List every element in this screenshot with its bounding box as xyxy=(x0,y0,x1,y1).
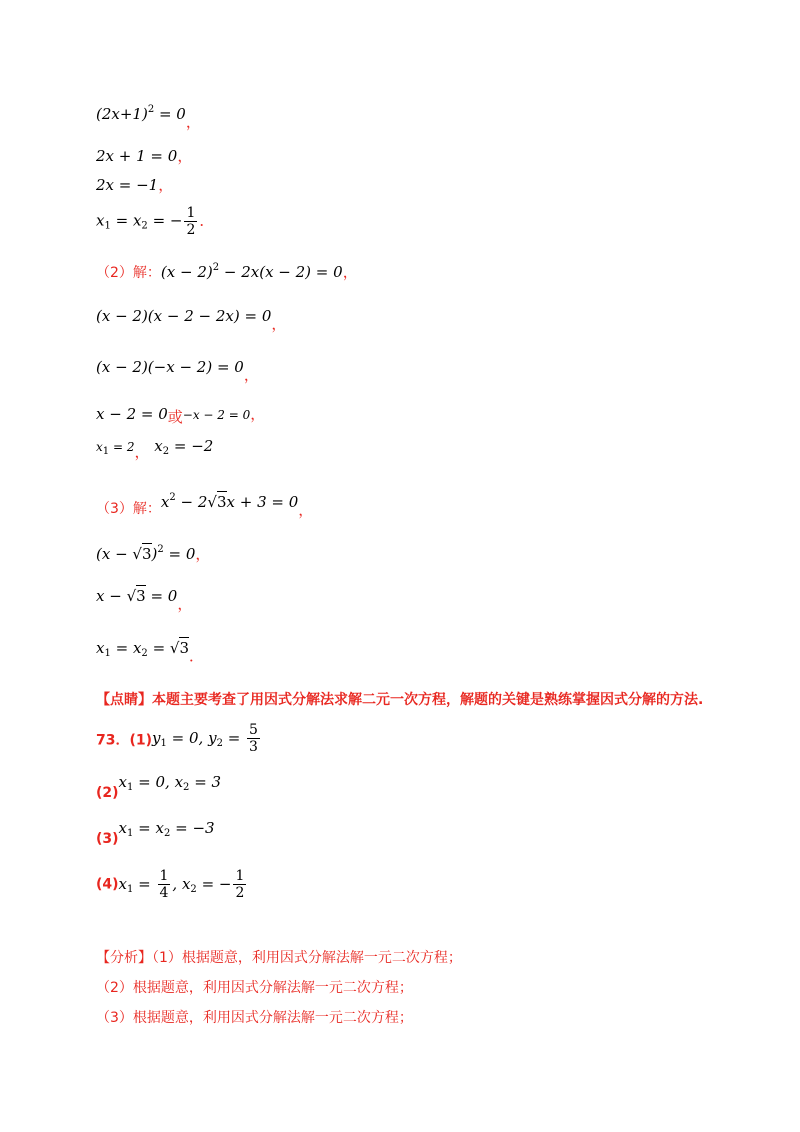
or-text: 或 xyxy=(167,408,183,426)
fraction xyxy=(184,205,197,238)
exponent: 2 xyxy=(147,104,155,115)
fraction xyxy=(158,868,171,901)
sqrt-symbol: √ xyxy=(132,545,142,563)
subscript: 1 xyxy=(127,828,134,839)
comma: ， xyxy=(177,147,193,165)
eq-text: = 0 xyxy=(145,587,178,605)
eq-text: = 0 xyxy=(163,545,196,563)
subscript: 1 xyxy=(160,737,167,749)
eq-text: x − xyxy=(96,587,127,605)
sqrt-argument: 3 xyxy=(136,587,146,605)
equation-line xyxy=(96,205,214,238)
equation-line xyxy=(96,357,259,385)
eq-text: = − xyxy=(196,874,232,893)
numerator: 1 xyxy=(159,868,169,884)
eq-text: = 0 xyxy=(154,105,186,123)
subscript: 2 xyxy=(141,648,148,659)
part-2-line xyxy=(96,258,358,283)
eq-text: (x − 2)(−x − 2) = 0 xyxy=(96,358,244,376)
comma: ， xyxy=(134,443,150,461)
equation-line xyxy=(96,404,265,427)
comma: ， xyxy=(158,176,174,194)
eq-text: x xyxy=(96,211,105,230)
eq-text: = xyxy=(222,728,246,747)
eq-text: x xyxy=(96,440,103,454)
comma: ， xyxy=(177,595,193,613)
equation-line xyxy=(96,436,213,462)
denominator: 2 xyxy=(186,222,196,238)
q73-part3 xyxy=(96,818,215,849)
eq-text: = xyxy=(133,874,156,893)
eq-text: = − xyxy=(147,211,183,230)
sqrt-symbol: √ xyxy=(207,493,217,511)
fraction xyxy=(233,868,246,901)
q73-part1 xyxy=(96,722,262,755)
note-paragraph: 【点睛】本题主要考查了用因式分解法求解二元一次方程，解题的关键是熟练掌握因式分解的方法. xyxy=(96,692,704,708)
comma: ， xyxy=(195,545,211,563)
eq-text: = xyxy=(147,639,170,657)
sqrt-argument: 3 xyxy=(141,545,152,563)
equation-line xyxy=(96,306,286,334)
numerator: 5 xyxy=(249,722,258,738)
numerator: 1 xyxy=(186,205,196,221)
part-label: （2）解： xyxy=(96,265,161,281)
eq-text: = 3 xyxy=(189,773,222,791)
eq-text: ) xyxy=(151,545,158,563)
eq-text: = 0, y xyxy=(166,728,217,747)
part-3-line xyxy=(96,488,313,520)
eq-text: (2x+1) xyxy=(96,105,148,123)
eq-text: (x − 2) xyxy=(160,263,213,281)
subscript: 1 xyxy=(102,446,110,457)
sqrt-argument: 3 xyxy=(216,493,227,511)
exponent: 2 xyxy=(169,492,176,503)
question-number: 73． xyxy=(96,732,130,749)
comma: ， xyxy=(342,263,358,281)
subscript: 2 xyxy=(216,737,223,749)
eq-text: −x − 2 = 0 xyxy=(182,408,251,422)
eq-text: = 0, x xyxy=(133,773,184,791)
eq-text: x xyxy=(154,437,163,455)
equation-line xyxy=(96,540,210,564)
numerator: 1 xyxy=(235,868,245,884)
analysis-line-3: （3）根据题意，利用因式分解法解一元二次方程； xyxy=(96,1010,413,1026)
comma: ， xyxy=(298,501,314,519)
exponent: 2 xyxy=(157,544,164,555)
subscript: 2 xyxy=(183,782,190,793)
comma: ， xyxy=(243,366,259,384)
eq-text: = 2 xyxy=(109,440,135,454)
eq-text: = x xyxy=(110,639,142,657)
sqrt-symbol: √ xyxy=(169,639,180,657)
eq-text: − 2 xyxy=(175,493,208,511)
eq-text: y xyxy=(152,728,161,747)
analysis-line-1: 【分析】（1）根据题意，利用因式分解法解一元二次方程； xyxy=(96,950,462,966)
part-label: (1) xyxy=(129,732,153,749)
subscript: 2 xyxy=(163,828,171,839)
exponent: 2 xyxy=(212,262,220,273)
eq-text: 2x + 1 = 0 xyxy=(96,147,178,165)
subscript: 2 xyxy=(190,883,197,895)
period: ． xyxy=(199,211,215,230)
analysis-line-2: （2）根据题意，利用因式分解法解一元二次方程； xyxy=(96,980,413,996)
eq-text: (x − xyxy=(96,545,133,563)
eq-text: − 2x(x − 2) = 0 xyxy=(219,263,343,281)
subscript: 1 xyxy=(104,648,111,659)
denominator: 3 xyxy=(249,739,258,755)
eq-text: = x xyxy=(110,211,142,230)
denominator: 4 xyxy=(159,885,169,901)
equation-line xyxy=(96,100,201,132)
part-label: （3）解： xyxy=(96,501,161,517)
eq-text: x + 3 = 0 xyxy=(226,493,299,511)
q73-part4 xyxy=(96,868,248,901)
eq-text: (x − 2)(x − 2 − 2x) = 0 xyxy=(96,307,272,325)
subscript: 1 xyxy=(104,220,111,232)
eq-text: , x xyxy=(172,874,191,893)
eq-text: x xyxy=(96,639,105,657)
eq-text: = −2 xyxy=(169,437,214,455)
subscript: 2 xyxy=(162,446,170,457)
eq-text: x xyxy=(118,773,128,791)
equation-line xyxy=(96,175,173,195)
subscript: 1 xyxy=(127,782,134,793)
eq-text: 2x = −1 xyxy=(96,176,159,194)
period: ． xyxy=(189,647,205,665)
q73-part2 xyxy=(96,772,221,803)
eq-text: x xyxy=(160,493,170,511)
eq-text: = x xyxy=(133,819,164,837)
eq-text: x − 2 = 0 xyxy=(96,405,168,423)
sqrt-symbol: √ xyxy=(126,587,137,605)
sqrt-argument: 3 xyxy=(179,639,190,657)
eq-text: x xyxy=(118,874,128,893)
equation-line xyxy=(96,586,192,614)
subscript: 1 xyxy=(127,883,134,895)
eq-text: x xyxy=(118,819,128,837)
part-label: (4) xyxy=(96,876,119,893)
equation-line xyxy=(96,146,192,166)
part-label: (2) xyxy=(96,785,119,801)
fraction xyxy=(247,722,260,755)
comma: ， xyxy=(250,405,266,423)
comma: ， xyxy=(185,113,201,131)
subscript: 2 xyxy=(141,220,148,232)
equation-line xyxy=(96,638,204,666)
part-label: (3) xyxy=(96,831,119,847)
denominator: 2 xyxy=(235,885,245,901)
eq-text: = −3 xyxy=(170,819,215,837)
comma: ， xyxy=(271,315,287,333)
